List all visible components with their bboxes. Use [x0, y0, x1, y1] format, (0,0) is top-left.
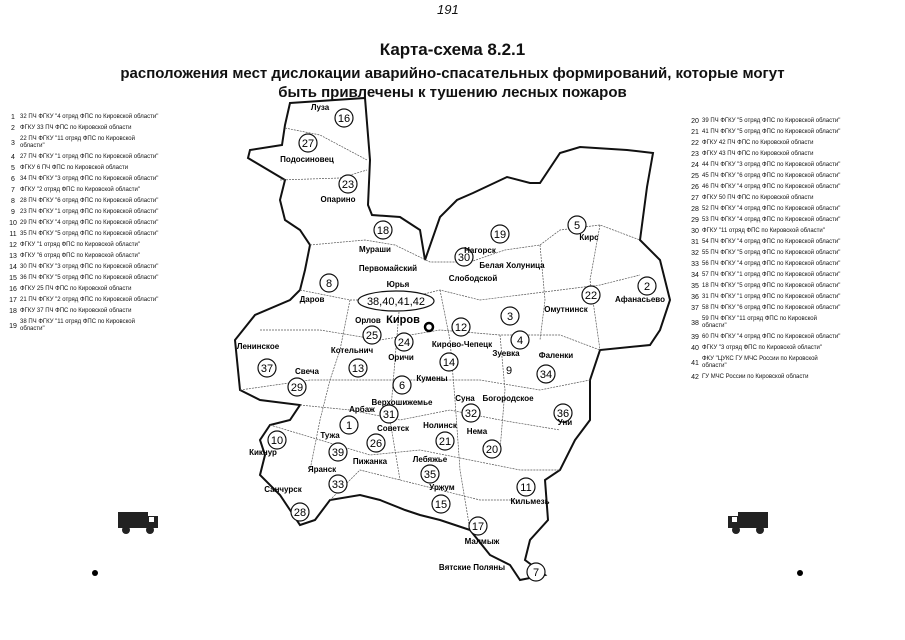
legend-number: 10 [9, 220, 17, 227]
legend-number: 12 [9, 242, 17, 249]
town-label: Юрья [386, 280, 410, 289]
legend-number: 8 [11, 198, 15, 205]
legend-text: 44 ПЧ ФГКУ "3 отряд ФПС по Кировской области" [702, 162, 841, 168]
legend-number: 32 [691, 250, 699, 257]
unit-marker [340, 416, 358, 434]
town-label: Нема [466, 427, 488, 436]
legend-number: 16 [9, 286, 17, 293]
unit-number: 33 [331, 479, 345, 491]
legend-number: 25 [691, 173, 699, 180]
legend-text: ФГКУ "6 отряд ФПС по Кировской области" [20, 253, 141, 259]
map-label-9: 9 [506, 365, 513, 377]
unit-marker [511, 331, 529, 349]
unit-number: 18 [376, 225, 390, 237]
unit-marker [367, 434, 385, 452]
legend-text: 22 ПЧ ФГКУ "11 отряд ФПС по Кировской области" [20, 136, 135, 149]
legend-text: ФГКУ "3 отряд ФПС по Кировской области" [702, 345, 823, 351]
unit-number: 38,40,41,42 [366, 296, 426, 308]
legend-text: 45 ПЧ ФГКУ "6 отряд ФПС по Кировской области" [702, 173, 841, 179]
legend-number: 26 [691, 184, 699, 191]
town-label: Тужа [320, 431, 340, 440]
town-label: Пижанка [352, 457, 388, 466]
legend-text: 55 ПЧ ФГКУ "5 отряд ФПС по Кировской области" [702, 250, 841, 256]
unit-marker [517, 478, 535, 496]
town-label: Уржум [429, 483, 455, 492]
town-label: Фаленки [538, 351, 574, 360]
legend-number: 13 [9, 253, 17, 260]
unit-number: 4 [516, 335, 524, 347]
legend-text: ФКУ "ЦУКС ГУ МЧС России по Кировской области" [702, 356, 818, 369]
unit-number: 8 [325, 278, 333, 290]
unit-number: 30 [457, 252, 471, 264]
town-label: Богородское [482, 394, 534, 403]
legend-number: 21 [691, 129, 699, 136]
legend-number: 1 [11, 114, 15, 121]
town-label: Киров [386, 314, 420, 326]
unit-marker [638, 277, 656, 295]
town-label: Оричи [388, 353, 414, 362]
unit-number: 27 [301, 138, 315, 150]
town-label: Белая Холуница [479, 261, 545, 270]
unit-number: 12 [454, 322, 468, 334]
unit-number: 28 [293, 507, 307, 519]
unit-number: 22 [584, 290, 598, 302]
unit-marker [421, 465, 439, 483]
legend-text: 39 ПЧ ФГКУ "5 отряд ФПС по Кировской области" [702, 118, 841, 124]
town-label: Уни [557, 418, 573, 427]
town-label: Кикнур [249, 448, 277, 457]
town-label: Вятские Поляны [438, 563, 506, 572]
town-label: Суна [455, 394, 475, 403]
town-label: Кильмезь [510, 497, 550, 506]
bullet-dot [797, 570, 803, 576]
unit-number: 11 [520, 482, 532, 494]
legend-number: 23 [691, 151, 699, 158]
legend-text: 30 ПЧ ФГКУ "3 отряд ФПС по Кировской области" [20, 264, 159, 270]
legend-text: 34 ПЧ ФГКУ "3 отряд ФПС по Кировской области" [20, 176, 159, 182]
town-label: Арбаж [349, 405, 375, 414]
town-label: Кирс [579, 233, 599, 242]
map-title: Карта-схема 8.2.1 [379, 40, 526, 59]
legend-text: ФГКУ 25 ПЧ ФПС по Кировской области [20, 286, 132, 292]
unit-number: 7 [532, 567, 540, 579]
unit-marker [288, 378, 306, 396]
legend-text: ФГКУ 37 ПЧ ФПС по Кировской области [20, 308, 132, 314]
unit-marker [363, 326, 381, 344]
unit-number: 14 [442, 357, 456, 369]
legend-number: 22 [691, 140, 699, 147]
unit-marker [339, 175, 357, 193]
town-label: Малмыж [464, 537, 500, 546]
unit-marker [568, 216, 586, 234]
town-label: Слободской [448, 274, 498, 283]
town-label: Опарино [320, 195, 356, 204]
town-label: Подосиновец [280, 155, 334, 164]
town-label: Афанасьево [614, 295, 666, 304]
unit-marker [329, 443, 347, 461]
legend-number: 29 [691, 217, 699, 224]
legend-text: 58 ПЧ ФГКУ "6 отряд ФПС по Кировской области" [702, 305, 841, 311]
unit-number: 37 [260, 363, 274, 375]
town-label: Советск [376, 424, 410, 433]
unit-marker [299, 134, 317, 152]
legend-number: 20 [691, 118, 699, 125]
legend-number: 17 [9, 297, 17, 304]
unit-marker [469, 517, 487, 535]
legend-text: 35 ПЧ ФГКУ "5 отряд ФПС по Кировской области" [20, 231, 159, 237]
town-label: Верхошижемье [371, 398, 433, 407]
legend-text: ФГКУ 50 ПЧ ФПС по Кировской области [702, 195, 814, 201]
legend-number: 38 [691, 319, 699, 327]
town-label: Мураши [359, 245, 391, 254]
legend-number: 3 [11, 139, 15, 147]
unit-marker [329, 475, 347, 493]
unit-number: 17 [471, 521, 485, 533]
legend-number: 34 [691, 272, 699, 279]
legend-number: 11 [9, 231, 17, 238]
unit-number: 25 [365, 330, 379, 342]
legend-text: 23 ПЧ ФГКУ "1 отряд ФПС по Кировской области" [20, 209, 159, 215]
legend-number: 5 [11, 165, 15, 172]
unit-marker [258, 359, 276, 377]
legend-text: ФГКУ 43 ПЧ ФПС по Кировской области [702, 151, 814, 157]
unit-number: 15 [434, 499, 448, 511]
unit-marker [491, 225, 509, 243]
unit-marker [501, 307, 519, 325]
legend-text: 21 ПЧ ФГКУ "2 отряд ФПС по Кировской области" [20, 297, 159, 303]
unit-number: 24 [397, 337, 411, 349]
town-label: Котельнич [330, 346, 374, 355]
legend-number: 15 [9, 275, 17, 282]
town-label: Омутнинск [544, 305, 588, 314]
legend-number: 35 [691, 283, 699, 290]
legend-number: 37 [691, 305, 699, 312]
legend-number: 39 [691, 334, 699, 341]
town-label: Кирово-Чепецк [431, 340, 493, 349]
unit-number: 34 [539, 369, 553, 381]
unit-number: 26 [369, 438, 383, 450]
unit-number: 3 [506, 311, 514, 323]
legend-number: 14 [9, 264, 17, 271]
town-label: Свеча [295, 367, 319, 376]
town-label: Первомайский [358, 264, 418, 273]
unit-number: 39 [331, 447, 345, 459]
legend-text: 56 ПЧ ФГКУ "4 отряд ФПС по Кировской области" [702, 261, 841, 267]
legend-number: 18 [9, 308, 17, 315]
town-label: Нолинск [423, 421, 457, 430]
legend-text: ФГКУ "11 отряд ФПС по Кировской области" [702, 228, 825, 234]
unit-marker [393, 376, 411, 394]
legend-text: 31 ПЧ ФГКУ "1 отряд ФПС по Кировской области" [702, 294, 841, 300]
legend-text: 27 ПЧ ФГКУ "1 отряд ФПС по Кировской области" [20, 154, 159, 160]
legend-number: 9 [11, 209, 15, 216]
unit-marker [268, 431, 286, 449]
town-label: Кумены [416, 374, 448, 383]
legend-number: 28 [691, 206, 699, 213]
legend-number: 31 [691, 239, 699, 246]
legend-number: 40 [691, 345, 699, 352]
unit-marker [432, 495, 450, 513]
fire-truck-icon [118, 512, 158, 534]
unit-marker [483, 440, 501, 458]
unit-marker [582, 286, 600, 304]
legend-text: 53 ПЧ ФГКУ "4 отряд ФПС по Кировской области" [702, 217, 841, 223]
unit-number: 35 [423, 469, 437, 481]
legend-text: 38 ПЧ ФГКУ "11 отряд ФПС по Кировской области" [20, 319, 135, 332]
legend-text: 59 ПЧ ФГКУ "11 отряд ФПС по Кировской области" [702, 316, 817, 329]
unit-number: 20 [485, 444, 499, 456]
legend-number: 2 [11, 125, 15, 132]
legend-text: 57 ПЧ ФГКУ "1 отряд ФПС по Кировской области" [702, 272, 841, 278]
legend-text: 54 ПЧ ФГКУ "4 отряд ФПС по Кировской области" [702, 239, 841, 245]
legend-number: 19 [9, 322, 17, 330]
unit-marker [436, 432, 454, 450]
town-label: Яранск [307, 465, 337, 474]
unit-number: 31 [382, 409, 396, 421]
unit-number: 23 [341, 179, 355, 191]
legend-text: ФГКУ "1 отряд ФПС по Кировской области" [20, 242, 141, 248]
town-label: Нагорск [464, 246, 496, 255]
unit-number: 6 [398, 380, 406, 392]
legend-number: 30 [691, 228, 699, 235]
town-label: Санчурск [264, 485, 302, 494]
legend-text: 32 ПЧ ФГКУ "4 отряд ФПС по Кировской области" [20, 114, 159, 120]
unit-number: 36 [556, 408, 570, 420]
town-label: Лебяжье [412, 455, 448, 464]
legend-number: 24 [691, 162, 699, 169]
fire-truck-icon [728, 512, 768, 534]
legend-text: 52 ПЧ ФГКУ "4 отряд ФПС по Кировской области" [702, 206, 841, 212]
unit-number: 19 [493, 229, 507, 241]
legend-number: 33 [691, 261, 699, 268]
unit-marker [358, 291, 434, 311]
legend-number: 6 [11, 176, 15, 183]
legend-text: 29 ПЧ ФГКУ "4 отряд ФПС по Кировской области" [20, 220, 159, 226]
unit-number: 1 [345, 420, 353, 432]
legend-number: 27 [691, 195, 699, 202]
town-label: Ленинское [236, 342, 280, 351]
unit-marker [537, 365, 555, 383]
unit-marker [452, 318, 470, 336]
unit-marker [320, 274, 338, 292]
legend-text: 36 ПЧ ФГКУ "5 отряд ФПС по Кировской области" [20, 275, 159, 281]
unit-marker [527, 563, 545, 581]
unit-marker [349, 359, 367, 377]
legend-number: 41 [691, 359, 699, 367]
kirov-city-icon [425, 323, 433, 331]
unit-marker [380, 405, 398, 423]
legend-number: 7 [11, 187, 15, 194]
legend-text: 60 ПЧ ФГКУ "4 отряд ФПС по Кировской области" [702, 334, 841, 340]
legend-text: 46 ПЧ ФГКУ "4 отряд ФПС по Кировской области" [702, 184, 841, 190]
unit-number: 21 [438, 436, 452, 448]
legend-text: ФГКУ 42 ПЧ ФПС по Кировской области [702, 140, 814, 146]
legend-number: 4 [11, 154, 15, 161]
legend-text: 41 ПЧ ФГКУ "5 отряд ФПС по Кировской области" [702, 129, 841, 135]
town-label: Луза [310, 103, 330, 112]
unit-marker [335, 109, 353, 127]
legend-number: 36 [691, 294, 699, 301]
unit-marker [462, 404, 480, 422]
legend-number: 42 [691, 374, 699, 381]
legend-text: ФГКУ 33 ПЧ ФПС по Кировской области [20, 125, 132, 131]
legend-text: ФГКУ "2 отряд ФПС по Кировской области" [20, 187, 141, 193]
legend-text: 18 ПЧ ФГКУ "5 отряд ФПС по Кировской области" [702, 283, 841, 289]
unit-number: 32 [464, 408, 478, 420]
legend-text: ФГКУ 6 ПЧ ФПС по Кировской области [20, 165, 129, 171]
page-number: 191 [437, 2, 459, 17]
legend-text: ГУ МЧС России по Кировской области [702, 374, 809, 380]
map-subtitle: расположения мест дислокации аварийно-спасательных формирований, которые могут быть привлечены к тушению лесных пожаров [120, 65, 785, 101]
unit-marker [395, 333, 413, 351]
district-borders [240, 128, 640, 530]
town-label: Даров [299, 295, 325, 304]
town-label: Орлов [355, 316, 381, 325]
unit-marker [291, 503, 309, 521]
unit-marker [374, 221, 392, 239]
unit-marker [440, 353, 458, 371]
unit-number: 16 [337, 113, 351, 125]
town-label: Зуевка [492, 349, 520, 358]
unit-number: 5 [573, 220, 581, 232]
unit-number: 29 [290, 382, 304, 394]
unit-number: 2 [643, 281, 651, 293]
bullet-dot [92, 570, 98, 576]
unit-number: 13 [351, 363, 365, 375]
legend-text: 28 ПЧ ФГКУ "6 отряд ФПС по Кировской области" [20, 198, 159, 204]
unit-number: 10 [270, 435, 284, 447]
